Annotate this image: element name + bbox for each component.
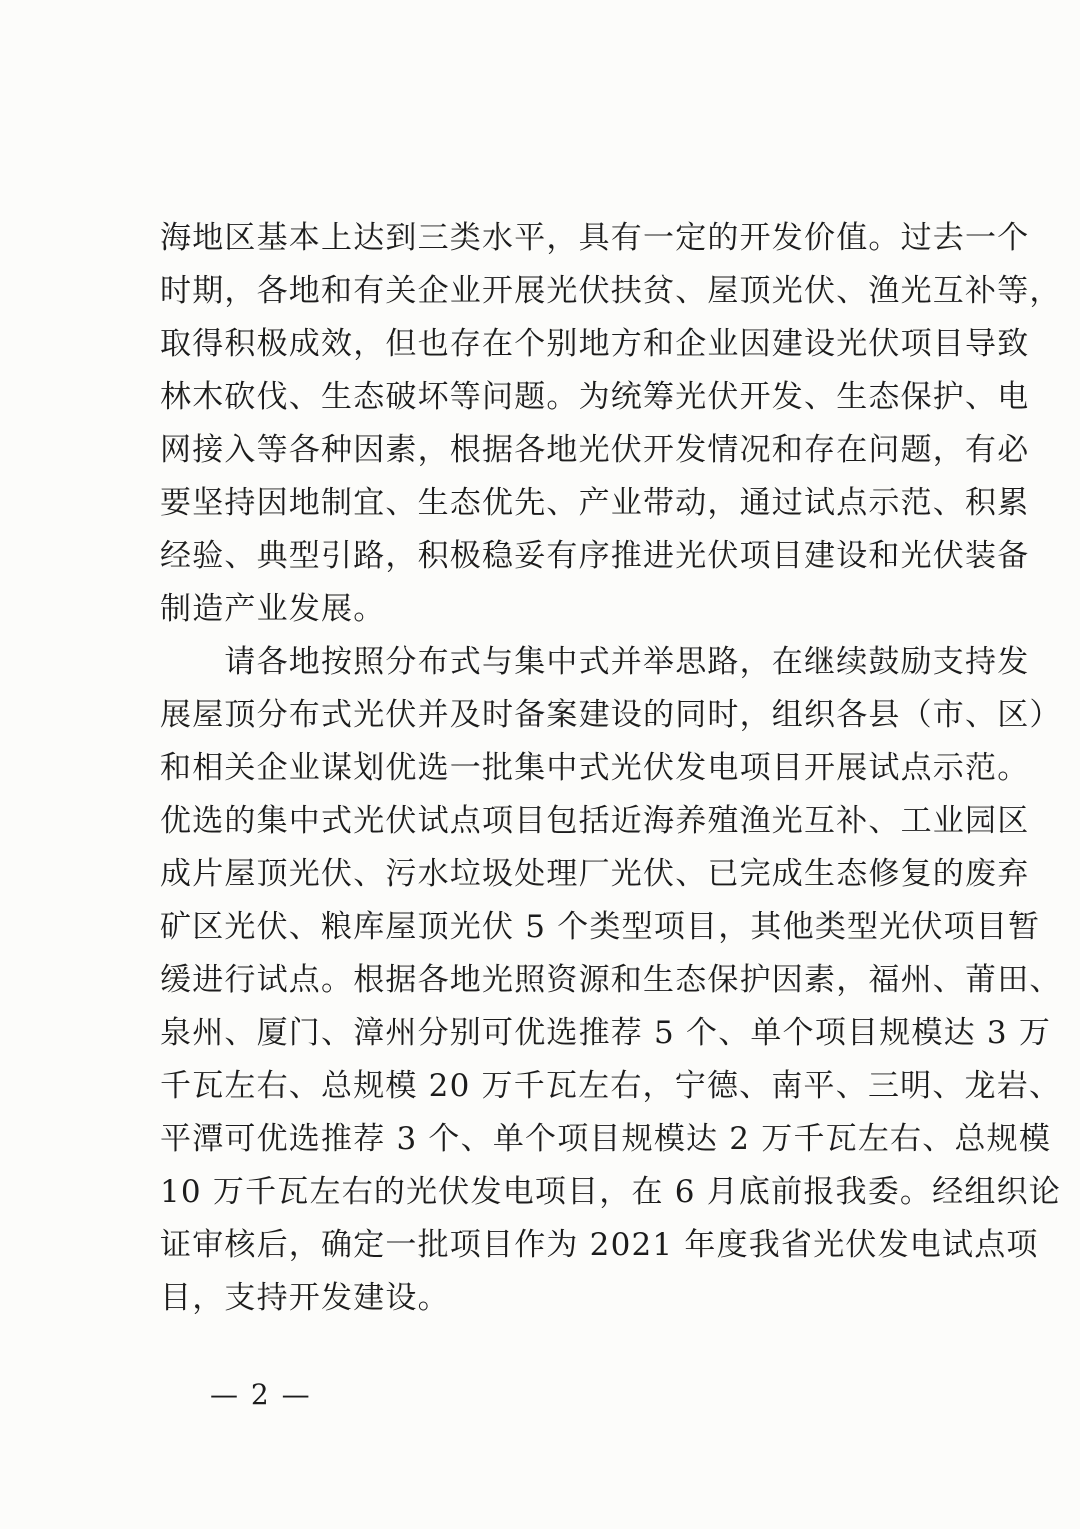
text-line: 林木砍伐、生态破坏等问题。为统筹光伏开发、生态保护、电 [160,379,1030,415]
text-line: 千瓦左右、总规模 20 万千瓦左右，宁德、南平、三明、龙岩、 [160,1068,1062,1104]
text-line: 和相关企业谋划优选一批集中式光伏发电项目开展试点示范。 [160,750,1030,786]
text-line: 经验、典型引路，积极稳妥有序推进光伏项目建设和光伏装备 [160,538,1030,574]
text-line: 泉州、厦门、漳州分别可优选推荐 5 个、单个项目规模达 3 万 [160,1015,1052,1051]
text-line: 目，支持开发建设。 [160,1280,450,1316]
text-line: 要坚持因地制宜、生态优先、产业带动，通过试点示范、积累 [160,485,1030,521]
text-line: 成片屋顶光伏、污水垃圾处理厂光伏、已完成生态修复的废弃 [160,856,1030,892]
text-line: 网接入等各种因素，根据各地光伏开发情况和存在问题，有必 [160,432,1030,468]
text-line: 矿区光伏、粮库屋顶光伏 5 个类型项目，其他类型光伏项目暂 [160,909,1041,945]
text-line: 平潭可优选推荐 3 个、单个项目规模达 2 万千瓦左右、总规模 [160,1121,1052,1157]
text-line: 缓进行试点。根据各地光照资源和生态保护因素，福州、莆田、 [160,962,1062,998]
body-text [160,212,1062,1325]
text-line: 证审核后，确定一批项目作为 2021 年度我省光伏发电试点项 [160,1227,1039,1263]
text-line: 10 万千瓦左右的光伏发电项目，在 6 月底前报我委。经组织论 [160,1174,1061,1210]
text-line: 展屋顶分布式光伏并及时备案建设的同时，组织各县（市、区） [160,697,1062,733]
page-number: — 2 — [210,1378,312,1411]
text-line: 请各地按照分布式与集中式并举思路，在继续鼓励支持发 [160,644,1030,680]
text-line: 优选的集中式光伏试点项目包括近海养殖渔光互补、工业园区 [160,803,1030,839]
text-line: 取得积极成效，但也存在个别地方和企业因建设光伏项目导致 [160,326,1030,362]
text-line: 时期，各地和有关企业开展光伏扶贫、屋顶光伏、渔光互补等， [160,273,1062,309]
text-line: 海地区基本上达到三类水平，具有一定的开发价值。过去一个 [160,220,1030,256]
text-line: 制造产业发展。 [160,591,386,627]
